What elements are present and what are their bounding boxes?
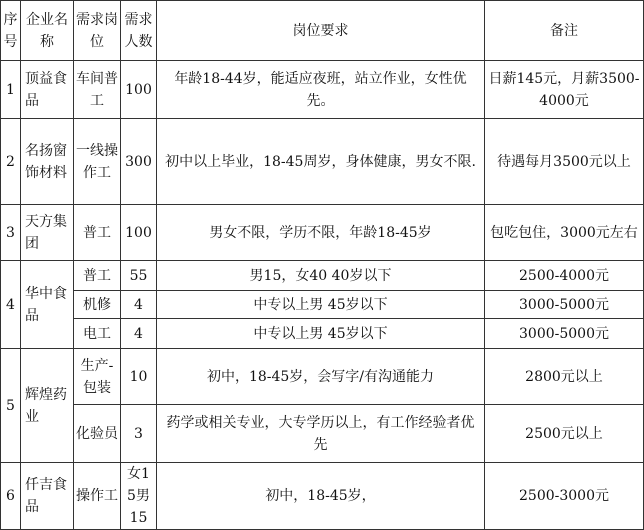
table-row: [1, 119, 644, 205]
cell-count: 3: [121, 405, 157, 463]
table-row: [1, 463, 644, 530]
header-row: [1, 1, 644, 61]
cell-seq: 3: [1, 205, 21, 261]
cell-requirement: 男15，女40 40岁以下: [157, 261, 485, 291]
cell-note: 2800元以上: [485, 349, 644, 405]
cell-position: 普工: [74, 205, 121, 261]
cell-company: 辉煌药业: [21, 349, 74, 463]
cell-position: 普工: [74, 261, 121, 291]
cell-seq: 1: [1, 61, 21, 119]
cell-note: 待遇每月3500元以上: [485, 119, 644, 205]
cell-note: 2500-3000元: [485, 463, 644, 530]
cell-count: 100: [121, 61, 157, 119]
cell-requirement: 初中，18-45岁，: [157, 463, 485, 530]
cell-company: 华中食品: [21, 261, 74, 349]
cell-note: 日薪145元，月薪3500-4000元: [485, 61, 644, 119]
header-note: 备注: [485, 1, 644, 61]
cell-position: 生产-包装: [74, 349, 121, 405]
cell-requirement: 男女不限，学历不限，年龄18-45岁: [157, 205, 485, 261]
cell-seq: 4: [1, 261, 21, 349]
cell-note: 3000-5000元: [485, 319, 644, 349]
cell-count: 女15男15: [121, 463, 157, 530]
cell-position: 化验员: [74, 405, 121, 463]
cell-count: 55: [121, 261, 157, 291]
cell-count: 4: [121, 291, 157, 319]
cell-position: 车间普工: [74, 61, 121, 119]
cell-count: 10: [121, 349, 157, 405]
cell-note: 包吃包住，3000元左右: [485, 205, 644, 261]
cell-seq: 5: [1, 349, 21, 463]
cell-seq: 6: [1, 463, 21, 530]
header-company: 企业名称: [21, 1, 74, 61]
cell-requirement: 初中，18-45岁，会写字/有沟通能力: [157, 349, 485, 405]
cell-position: 电工: [74, 319, 121, 349]
cell-position: 机修: [74, 291, 121, 319]
header-seq: 序号: [1, 1, 21, 61]
cell-requirement: 中专以上男 45岁以下: [157, 319, 485, 349]
cell-position: 操作工: [74, 463, 121, 530]
cell-requirement: 初中以上毕业，18-45周岁，身体健康，男女不限.: [157, 119, 485, 205]
cell-position: 一线操作工: [74, 119, 121, 205]
cell-count: 300: [121, 119, 157, 205]
cell-count: 100: [121, 205, 157, 261]
table-row: [1, 405, 644, 463]
cell-requirement: 中专以上男 45岁以下: [157, 291, 485, 319]
table-row: [1, 61, 644, 119]
cell-company: 仟吉食品: [21, 463, 74, 530]
cell-company: 顶益食品: [21, 61, 74, 119]
cell-company: 天方集团: [21, 205, 74, 261]
header-count: 需求人数: [121, 1, 157, 61]
cell-note: 3000-5000元: [485, 291, 644, 319]
table-row: [1, 349, 644, 405]
cell-requirement: 药学或相关专业，大专学历以上，有工作经验者优先: [157, 405, 485, 463]
cell-seq: 2: [1, 119, 21, 205]
cell-note: 2500元以上: [485, 405, 644, 463]
table-row: [1, 261, 644, 291]
table-row: [1, 291, 644, 319]
header-position: 需求岗位: [74, 1, 121, 61]
cell-company: 名扬窗饰材料: [21, 119, 74, 205]
cell-note: 2500-4000元: [485, 261, 644, 291]
table-row: [1, 319, 644, 349]
cell-count: 4: [121, 319, 157, 349]
cell-requirement: 年龄18-44岁，能适应夜班，站立作业，女性优先。: [157, 61, 485, 119]
header-requirement: 岗位要求: [157, 1, 485, 61]
table-row: [1, 205, 644, 261]
